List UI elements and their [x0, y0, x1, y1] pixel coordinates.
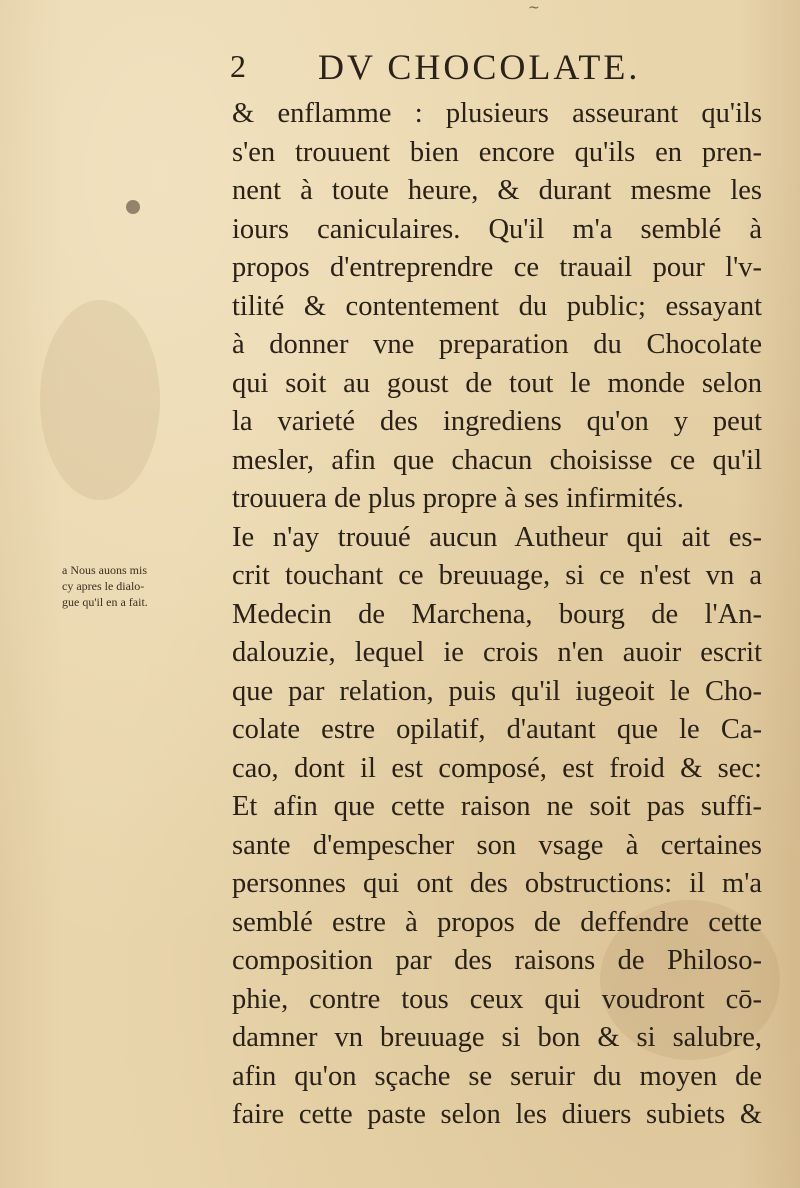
paper-stain [40, 300, 160, 500]
text-line: afin qu'on sçache se seruir du moyen de [232, 1060, 762, 1092]
margin-note-line: cy apres le dialo- [62, 579, 145, 593]
text-line: sante d'empescher son vsage à certaines [232, 829, 762, 861]
ink-blot [126, 200, 140, 214]
text-line: propos d'entreprendre ce trauail pour l'v- [232, 252, 762, 283]
text-line: faire cette paste selon les diuers subiets & [232, 1099, 762, 1130]
text-line: Ie n'ay trouué aucun Autheur qui ait es- [232, 521, 762, 553]
running-title: DV CHOCOLATE. [318, 47, 641, 87]
margin-note-line: a Nous auons mis [62, 563, 147, 577]
text-line: crit touchant ce breuuage, si ce n'est vn a [232, 560, 762, 591]
text-line: Medecin de Marchena, bourg de l'An- [232, 598, 762, 630]
text-line: tilité & contentement du public; essayant [232, 290, 762, 322]
page-header [230, 40, 690, 88]
page-number: 2 [230, 48, 246, 84]
ink-mark: ~ [528, 0, 540, 16]
text-line: la varieté des ingrediens qu'on y peut [232, 406, 762, 437]
text-line: dalouzie, lequel ie crois n'en auoir escrit [232, 637, 762, 668]
margin-note-line: gue qu'il en a fait. [62, 595, 148, 609]
text-line: Et afin que cette raison ne soit pas suffi- [232, 791, 762, 822]
text-line: mesler, afin que chacun choisisse ce qu'il [232, 444, 762, 476]
text-line: cao, dont il est composé, est froid & sec: [232, 752, 762, 784]
text-line: damner vn breuuage si bon & si salubre, [232, 1022, 762, 1053]
text-line: qui soit au goust de tout le monde selon [232, 367, 762, 399]
text-line: personnes qui ont des obstructions: il m'a [232, 868, 762, 899]
text-line: phie, contre tous ceux qui voudront cō- [232, 983, 762, 1015]
body-text [232, 95, 762, 1135]
text-line: & enflamme : plusieurs asseurant qu'ils [232, 98, 762, 129]
text-line: semblé estre à propos de deffendre cette [232, 906, 762, 938]
text-line: iours caniculaires. Qu'il m'a semblé à [232, 213, 762, 245]
text-line: nent à toute heure, & durant mesme les [232, 175, 762, 206]
text-line: composition par des raisons de Philoso- [232, 945, 762, 976]
text-line: colate estre opilatif, d'autant que le Ca- [232, 714, 762, 745]
text-line: que par relation, puis qu'il iugeoit le Cho- [232, 675, 762, 707]
text-line: trouuera de plus propre à ses infirmités. [232, 483, 684, 514]
text-line: à donner vne preparation du Chocolate [232, 329, 762, 360]
text-line: s'en trouuent bien encore qu'ils en pren- [232, 136, 762, 168]
margin-note [62, 562, 234, 610]
